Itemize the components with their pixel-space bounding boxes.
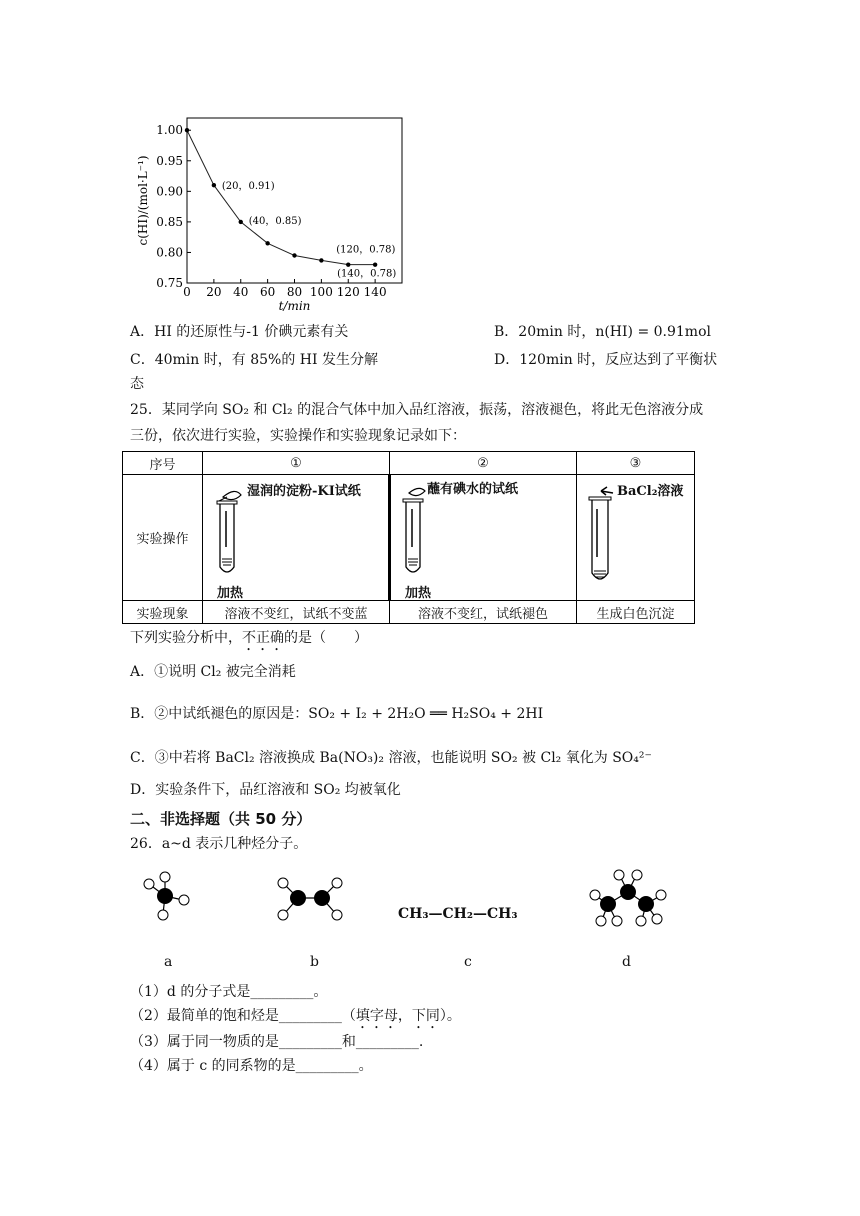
phenomenon-3: 生成白色沉淀 <box>577 601 695 624</box>
section-title: 二、非选择题（共 50 分） <box>130 810 312 828</box>
operation-cell-3 <box>577 475 695 601</box>
table-header-1: ① <box>203 452 390 475</box>
operation-cell-2 <box>390 475 577 601</box>
molecule-label-d: d <box>622 954 631 970</box>
q24-option-d: D．120min 时，反应达到了平衡状 <box>494 352 718 368</box>
q26-sub2 <box>130 1006 461 1032</box>
molecule-b-model <box>270 872 350 928</box>
table-header-2: ② <box>390 452 577 475</box>
x-tick-label: 20 <box>206 285 222 299</box>
q25-stem-line1: 25．某同学向 SO₂ 和 Cl₂ 的混合气体中加入品红溶液，振荡，溶液褪色，将此无色溶液分成 <box>130 402 704 418</box>
x-tick-label: 40 <box>233 285 249 299</box>
q26-sub2-emphasis: 填字母，下同 <box>355 1008 440 1024</box>
y-tick-label: 0.75 <box>156 276 183 290</box>
data-point <box>265 241 269 245</box>
hi-concentration-chart <box>130 110 420 320</box>
q25-ask-emphasis: 不正确 <box>242 630 284 646</box>
q26-sub1: （1）d 的分子式是_________。 <box>130 984 328 1000</box>
x-axis-label: t/min <box>278 299 311 313</box>
molecule-d-model <box>588 862 668 930</box>
molecule-label-a: a <box>164 954 173 970</box>
q25-ask <box>130 628 368 654</box>
q25-option-c: C．③中若将 BaCl₂ 溶液换成 Ba(NO₃)₂ 溶液，也能说明 SO₂ 被 Cl₂ 氧化为 SO₄²⁻ <box>130 750 652 766</box>
data-point <box>185 128 189 132</box>
q24-option-b: B．20min 时，n(HI) = 0.91mol <box>494 324 711 340</box>
table-header-3: ③ <box>577 452 695 475</box>
label-heat-1: 加热 <box>217 586 244 601</box>
phenomenon-2: 溶液不变红，试纸褪色 <box>390 601 577 624</box>
y-tick-label: 0.95 <box>156 153 183 168</box>
data-point <box>239 220 243 224</box>
q24-option-a: A．HI 的还原性与-1 价碘元素有关 <box>130 324 349 340</box>
x-tick-label: 120 <box>336 285 360 299</box>
q26-stem: 26．a~d 表示几种烃分子。 <box>130 836 308 852</box>
label-bacl2-solution: BaCl₂溶液 <box>617 484 684 499</box>
q25-ask-pre: 下列实验分析中， <box>130 630 242 646</box>
experiment-table <box>122 451 695 624</box>
q25-option-a: A．①说明 Cl₂ 被完全消耗 <box>130 664 296 680</box>
molecule-label-c: c <box>464 954 472 970</box>
q26-sub2-pre: （2）最简单的饱和烃是_________（ <box>130 1008 356 1024</box>
x-tick-label: 80 <box>286 285 303 299</box>
q24-option-c: C．40min 时，有 85%的 HI 发生分解 <box>130 352 378 368</box>
phenomenon-1: 溶液不变红，试纸不变蓝 <box>203 601 390 624</box>
molecule-a-model <box>135 868 195 928</box>
data-annotation: (40，0.85) <box>248 215 302 227</box>
data-point <box>212 183 216 187</box>
data-annotation: (120，0.78) <box>336 244 396 256</box>
q26-sub2-post: ）。 <box>439 1008 461 1024</box>
q25-option-b: B．②中试纸褪色的原因是：SO₂ + I₂ + 2H₂O ══ H₂SO₄ + 2HI <box>130 706 544 722</box>
label-heat-2: 加热 <box>405 586 432 601</box>
q25-stem-line2: 三份，依次进行实验，实验操作和实验现象记录如下： <box>130 428 466 444</box>
data-point <box>373 262 377 266</box>
row-label-operation: 实验操作 <box>123 475 203 601</box>
y-axis-label: c(HI)/(mol·L⁻¹) <box>136 155 150 246</box>
data-annotation: (20，0.91) <box>221 181 275 193</box>
y-tick-label: 1.00 <box>156 123 183 138</box>
molecule-c-formula: CH₃—CH₂—CH₃ <box>398 906 518 922</box>
molecule-label-b: b <box>310 954 319 970</box>
operation-cell-1 <box>203 475 390 601</box>
q25-option-d: D．实验条件下，品红溶液和 SO₂ 均被氧化 <box>130 782 401 798</box>
x-tick-label: 140 <box>363 285 387 299</box>
q26-sub4: （4）属于 c 的同系物的是_________。 <box>130 1058 373 1074</box>
data-point <box>319 258 323 262</box>
label-iodine-paper: 蘸有碘水的试纸 <box>427 482 519 497</box>
row-label-phenomenon: 实验现象 <box>123 601 203 624</box>
q24-option-d-wrap: 态 <box>130 376 144 392</box>
table-header-index: 序号 <box>123 452 203 475</box>
label-starch-ki-paper: 湿润的淀粉-KI试纸 <box>247 484 361 499</box>
x-tick-label: 0 <box>183 285 191 299</box>
y-tick-label: 0.90 <box>156 184 183 199</box>
data-annotation: (140，0.78) <box>337 268 397 280</box>
plot-frame <box>187 118 402 283</box>
x-tick-label: 100 <box>309 285 333 299</box>
y-tick-label: 0.85 <box>156 214 183 229</box>
data-point <box>346 262 350 266</box>
y-tick-label: 0.80 <box>156 245 183 260</box>
x-tick-label: 60 <box>259 285 276 299</box>
data-point <box>292 253 296 257</box>
q26-sub3: （3）属于同一物质的是_________和_________. <box>130 1034 424 1050</box>
q25-ask-post: 的是（ ） <box>284 630 368 646</box>
